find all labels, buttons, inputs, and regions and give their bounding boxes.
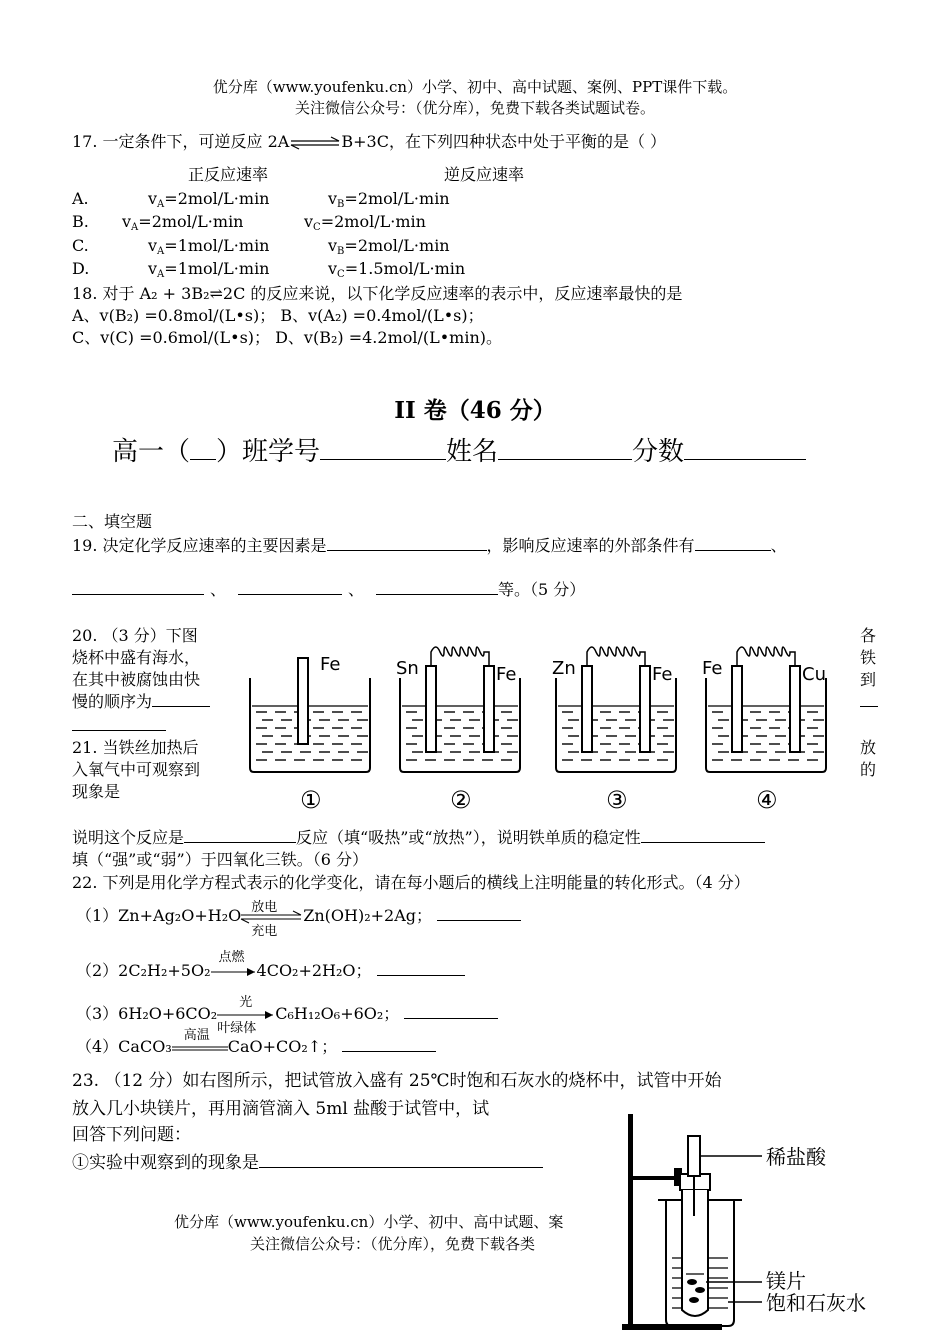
q22-r3-arrow [217,994,275,1036]
class-label-a: 高一（ [112,437,191,467]
q20-line-1: 20. （3 分）下图 [72,626,198,645]
electrode-label-left: Fe [320,654,341,675]
mg-strip [687,1279,697,1285]
q17-reverse-rate: $v_B=2mol/L\cdot\min$ [328,236,450,257]
label-acid: 稀盐酸 [766,1145,826,1169]
q17-col-reverse: 逆反应速率 [444,165,525,184]
q19-blank-condition-3[interactable] [238,580,342,595]
q20-blank-b[interactable] [72,716,166,731]
q19-text-c: 、 [770,536,787,555]
q22-r1-arrow [241,899,303,939]
q17-forward-rate: $v_A=1mol/L\cdot\min$ [148,236,270,257]
q18-options-ab: A、v(B₂) =0.8mol/(L•s)； B、v(A₂) =0.4mol/(L•s)； [72,306,484,325]
left-electrode [732,666,742,752]
q21-line-a [72,828,765,848]
electrode-label-left: Sn [396,658,419,679]
fe-electrode [298,658,308,744]
q21-text-a: 说明这个反应是 [72,828,185,847]
q22-r4-right: CaO+CO₂↑； [227,1037,338,1056]
footer-line-1: 优分库（www.youfenku.cn）小学、初中、高中试题、案 [174,1213,564,1231]
q17-stem-a: 17. 一定条件下，可逆反应 2A [72,132,290,151]
q19-tail: 等。（5 分） [498,580,586,599]
q19-blank-condition-1[interactable] [695,536,771,551]
q22-r1-right: Zn(OH)₂+2Ag； [303,906,433,925]
header-line-2: 关注微信公众号：（优分库），免费下载各类试题试卷。 [294,99,655,117]
left-electrode [426,666,436,752]
q17-forward-rate: $v_A=2mol/L\cdot\min$ [122,212,244,233]
q19-blank-main-factor[interactable] [327,536,487,551]
q19-line-2 [72,580,585,600]
q20-line-4 [72,692,210,712]
q22-stem: 22. 下列是用化学方程式表示的化学变化，请在每小题后的横线上注明能量的转化形式。（4 分） [72,873,750,892]
class-blank[interactable] [190,437,216,460]
q19-text-a: 19. 决定化学反应速率的主要因素是 [72,536,327,555]
electrode-label-left: Fe [702,658,723,679]
q19-line-1 [72,536,787,556]
stand-rod [628,1114,633,1326]
q21-blank-stability[interactable] [641,828,765,843]
electrode-label-right: Cu [802,664,826,685]
q21-text-b: 反应（填“吸热”或“放热”），说明铁单质的稳定性 [296,828,641,847]
right-electrode [790,666,800,752]
q21-right-char-1: 放 [860,738,877,757]
apparatus-figure [616,1106,886,1338]
q22-r2-arrow [211,949,257,982]
q19-blank-condition-4[interactable] [376,580,498,595]
q23-blank-phenomenon[interactable] [259,1150,543,1168]
q17-reverse-rate: $v_C=1.5mol/L\cdot\min$ [328,259,466,280]
q22-reaction-2 [76,949,465,982]
dropper [688,1136,700,1176]
beaker [250,678,370,772]
q22-blank-1[interactable] [437,906,521,921]
q17-forward-rate: $v_A=1mol/L\cdot\min$ [148,259,270,280]
electrode-label-left: Zn [552,658,576,679]
arrow-icon [211,962,257,982]
header-line-1: 优分库（www.youfenku.cn）小学、初中、高中试题、案例、PPT课件下载。 [212,78,738,96]
q17-reverse-rate: $v_B=2mol/L\cdot\min$ [328,189,450,210]
q21-line-1: 21. 当铁丝加热后 [72,738,199,757]
electrode-label-right: Fe [652,664,673,685]
q21-line-3: 现象是 [72,782,121,801]
q22-r2-top: 点燃 [218,949,245,965]
q20-order-label: 慢的顺序为 [72,692,153,711]
q23-phenomenon-label: ①实验中观察到的现象是 [72,1153,259,1173]
section-fill-blank: 二、填空题 [72,512,153,531]
q20-line-2: 烧杯中盛有海水， [72,648,201,667]
q21-line-2: 入氧气中可观察到 [72,760,201,779]
q20-line-5 [72,716,166,736]
right-electrode [484,666,494,752]
q20-blank-a[interactable] [152,692,210,707]
q22-r2-right: 4CO₂+2H₂O； [256,961,372,980]
name-blank[interactable] [498,437,632,460]
beaker-number: ④ [756,786,778,814]
q19-text-b: ，影响反应速率的外部条件有 [486,536,695,555]
wire-coil [431,647,489,666]
footer-line-2: 关注微信公众号：（优分库），免费下载各类 [250,1235,536,1253]
label-mg: 镁片 [766,1269,806,1293]
q22-r4-left: （4）CaCO₃ [76,1037,172,1056]
q22-r3-right: C₆H₁₂O₆+6O₂； [275,1004,400,1023]
q22-r3-top: 光 [239,994,253,1010]
beaker-number: ② [450,786,472,814]
q22-r1-left: （1）Zn+Ag₂O+H₂O [76,906,242,925]
left-electrode [582,666,592,752]
q17-stem-b: B+3C，在下列四种状态中处于平衡的是（ ） [341,132,667,151]
q18-options-cd: C、v(C) =0.6mol/(L•s)； D、v(B₂) =4.2mol/(L•min)。 [72,328,503,347]
q22-blank-4[interactable] [342,1037,436,1052]
q21-right-char-2: 的 [860,760,877,779]
q21-line-c: 填（“强”或“弱”）于四氧化三铁。（6 分） [72,850,368,869]
q22-blank-3[interactable] [404,1004,498,1019]
q23-line-3: 回答下列问题： [72,1125,191,1145]
q20-line-3: 在其中被腐蚀由快 [72,670,201,689]
q20-right-blank [860,692,878,712]
q17-reverse-rate: $v_C=2mol/L\cdot\min$ [304,212,426,233]
q19-blank-condition-2[interactable] [72,580,204,595]
beaker [556,678,676,772]
q17-forward-rate: $v_A=2mol/L\cdot\min$ [148,189,270,210]
score-blank[interactable] [684,437,806,460]
q23-line-4 [72,1150,543,1174]
q22-r4-arrow [172,1027,228,1058]
q22-r3-bottom: 叶绿体 [217,1020,257,1036]
q22-reaction-1 [76,899,521,939]
q17-option-label: B. [72,212,89,231]
electrode-label-right: Fe [496,664,517,685]
q17-option-label: C. [72,236,89,255]
q22-r1-bottom: 充电 [251,923,278,939]
beaker [706,678,826,772]
q23-line-1: 23. （12 分）如右图所示，把试管放入盛有 25℃时饱和石灰水的烧杯中，试管中开始 [72,1071,722,1091]
q20-right-char-2: 铁 [860,648,877,667]
beaker-number: ① [300,786,322,814]
q22-r1-top: 放电 [251,899,278,915]
q17-stem [72,132,666,153]
q18-stem: 18. 对于 A₂ + 3B₂⇌2C 的反应来说，以下化学反应速率的表示中，反应速率最快的是 [72,284,683,303]
score-label: 分数 [632,437,685,467]
q20-right-char-1: 各 [860,626,877,645]
q17-col-forward: 正反应速率 [188,165,269,184]
q22-blank-2[interactable] [377,961,465,976]
right-electrode [640,666,650,752]
q20-right-blank-line[interactable] [860,692,878,707]
q22-r2-left: （2）2C₂H₂+5O₂ [76,961,211,980]
q22-r3-left: （3）6H₂O+6CO₂ [76,1004,218,1023]
name-label: 姓名 [446,437,499,467]
q22-r4-top: 高温 [183,1027,210,1043]
student-info-line [112,436,806,468]
q23-line-2: 放入几小块镁片，再用滴管滴入 5ml 盐酸于试管中，试 [72,1099,490,1119]
q20-right-char-3: 到 [860,670,877,689]
beaker-number: ③ [606,786,628,814]
q21-blank-reaction-type[interactable] [184,828,296,843]
beaker [400,678,520,772]
student-id-label: ）班学号 [216,437,321,467]
part2-title: II 卷（46 分） [394,397,556,424]
label-lime-water: 饱和石灰水 [766,1291,866,1315]
q19-sep-2: 、 [348,580,365,599]
equilibrium-arrow-icon [289,133,341,153]
corrosion-beakers-figure [236,622,856,822]
wire-coil [737,647,795,666]
q17-option-label: A. [72,189,89,208]
q17-option-label: D. [72,259,90,278]
q19-sep-1: 、 [210,580,227,599]
student-id-blank[interactable] [320,437,446,460]
double-line-icon [172,1038,228,1058]
wire-coil [587,647,645,666]
